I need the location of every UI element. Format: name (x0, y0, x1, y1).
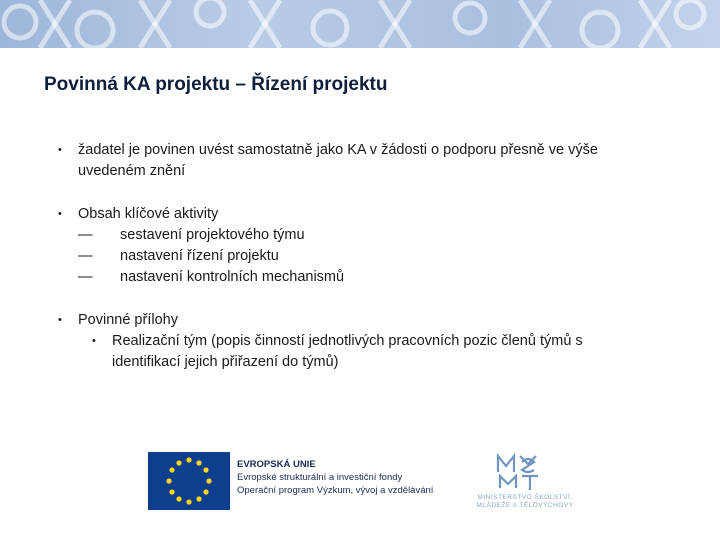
list-item (58, 225, 678, 246)
bullet-attachments (58, 310, 678, 331)
bullet-key-activity (58, 204, 678, 225)
list-item (58, 246, 678, 267)
sub-bullet-team (58, 331, 678, 373)
bullet-dot: • (58, 144, 62, 156)
msmt-name-line1: MINISTERSTVO ŠKOLSTVÍ, (477, 494, 573, 501)
msmt-logo (470, 452, 580, 512)
bullet-text: uvedeném znění (78, 163, 186, 179)
eu-name: EVROPSKÁ UNIE (237, 459, 316, 470)
dash-marker: — (78, 269, 93, 285)
eu-program-text (237, 458, 433, 497)
msmt-name-line2: MLÁDEŽE A TĚLOVÝCHOVY (476, 502, 574, 509)
eu-funds: Evropské strukturální a investiční fondy (237, 472, 403, 483)
bullet-text: žadatel je povinen uvést samostatně jako KA v žádosti o podporu přesně ve výše (78, 142, 598, 158)
list-item-text: nastavení kontrolních mechanismů (120, 269, 345, 285)
eu-program: Operační program Výzkum, vývoj a vzdělávání (237, 485, 434, 496)
bullet-text: Povinné přílohy (78, 312, 178, 328)
list-item-text: sestavení projektového týmu (120, 227, 305, 243)
header-banner (0, 0, 720, 48)
eu-stars-icon (148, 452, 230, 510)
dash-marker: — (78, 248, 93, 264)
bullet-dot: • (92, 335, 96, 347)
banner-pattern (0, 0, 720, 48)
bullet-applicant (58, 140, 678, 182)
list-item (58, 267, 678, 288)
bullet-text: Obsah klíčové aktivity (78, 206, 219, 222)
bullet-dot: • (58, 314, 62, 326)
sub-bullet-text: Realizační tým (popis činností jednotlivých pracovních pozic členů týmů s (112, 333, 583, 349)
list-item-text: nastavení řízení projektu (120, 248, 279, 264)
eu-flag-logo (148, 452, 230, 510)
slide-content (58, 140, 678, 373)
bullet-dot: • (58, 208, 62, 220)
slide-title: Povinná KA projektu – Řízení projektu (44, 74, 388, 95)
msmt-mark-icon (494, 452, 544, 492)
sub-bullet-text: identifikací jejich přiřazení do týmů) (112, 354, 339, 370)
dash-marker: — (78, 227, 93, 243)
